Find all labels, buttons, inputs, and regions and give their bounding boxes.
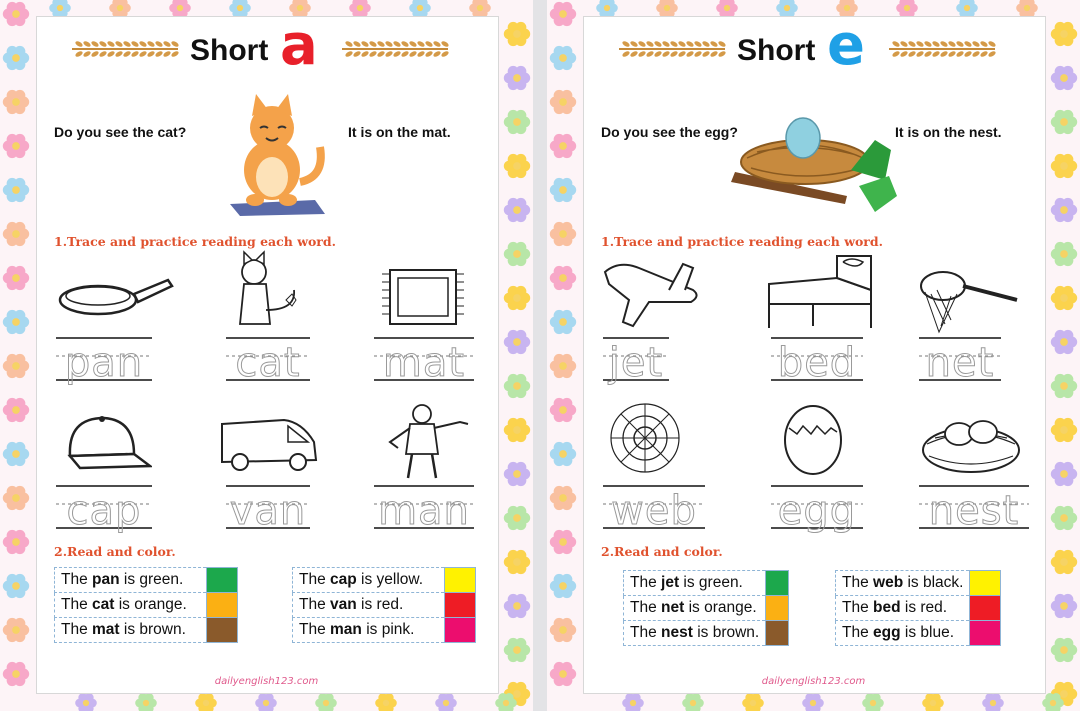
color-swatch[interactable] [207, 568, 238, 593]
sentence-prefix: The [842, 624, 874, 641]
color-sentence [836, 596, 970, 621]
sentence-prefix: The [842, 574, 874, 591]
van-icon [218, 414, 320, 472]
section-trace-title: 1.Trace and practice reading each word. [54, 234, 336, 249]
wheat-left-ornament [617, 38, 727, 60]
color-swatch[interactable] [766, 621, 789, 646]
cat-icon [226, 250, 306, 330]
sentence-prefix: The [299, 621, 331, 638]
color-sentence [836, 571, 970, 596]
color-sentence [55, 568, 207, 593]
color-row [624, 621, 789, 646]
bed-icon [763, 250, 875, 330]
sentence-prefix: The [842, 599, 874, 616]
color-row [293, 593, 476, 618]
wheat-right-ornament [887, 38, 997, 60]
target-word: jet [661, 574, 680, 591]
color-sentence [293, 568, 445, 593]
target-word: web [873, 574, 904, 591]
trace-word[interactable]: egg [777, 488, 857, 534]
sentence-suffix: is orange. [114, 596, 187, 613]
spider-web-icon [603, 400, 687, 476]
color-sentence [293, 618, 445, 643]
target-word: cat [92, 596, 115, 613]
target-word: bed [873, 599, 901, 616]
color-row [836, 571, 1001, 596]
answer-sentence: It is on the mat. [348, 124, 451, 140]
mat-icon [380, 264, 464, 330]
section-color-title: 2.Read and color. [601, 544, 723, 559]
trace-word[interactable]: nest [928, 488, 1020, 534]
color-row [836, 596, 1001, 621]
sentence-prefix: The [61, 596, 93, 613]
page-title-letter: a [280, 13, 318, 78]
frying-pan-icon [56, 274, 176, 324]
section-color-title: 2.Read and color. [54, 544, 176, 559]
sentence-suffix: is brown. [692, 624, 760, 641]
sentence-suffix: is green. [119, 571, 184, 588]
sentence-prefix: The [630, 599, 662, 616]
color-row [293, 568, 476, 593]
sentence-suffix: is red. [900, 599, 948, 616]
wheat-right-ornament [340, 38, 450, 60]
site-footer: dailyenglish123.com [214, 676, 319, 687]
color-row [624, 596, 789, 621]
trace-word[interactable]: mat [382, 340, 466, 386]
nest-icon [919, 404, 1023, 478]
color-sentence [55, 593, 207, 618]
color-table-left [54, 567, 238, 643]
page-title-word: Short [737, 34, 816, 67]
color-table-left [623, 570, 789, 646]
section-trace-title: 1.Trace and practice reading each word. [601, 234, 883, 249]
color-row [55, 568, 238, 593]
color-row [55, 593, 238, 618]
trace-word[interactable]: man [378, 488, 470, 534]
sentence-prefix: The [299, 571, 331, 588]
target-word: net [661, 599, 685, 616]
color-table-right [835, 570, 1001, 646]
color-swatch[interactable] [970, 596, 1001, 621]
color-sentence [55, 618, 207, 643]
egg-in-nest-icon [727, 112, 903, 224]
color-row [55, 618, 238, 643]
worksheet-short-a [0, 0, 533, 711]
target-word: pan [92, 571, 120, 588]
trace-word[interactable]: cap [66, 488, 142, 534]
question-sentence: Do you see the egg? [601, 124, 738, 140]
sentence-suffix: is red. [356, 596, 404, 613]
color-swatch[interactable] [445, 593, 476, 618]
sentence-prefix: The [630, 574, 662, 591]
target-word: van [330, 596, 357, 613]
color-sentence [624, 571, 766, 596]
wheat-left-ornament [70, 38, 180, 60]
sentence-suffix: is pink. [361, 621, 415, 638]
trace-word[interactable]: jet [608, 340, 664, 386]
cap-icon [60, 412, 152, 472]
question-sentence: Do you see the cat? [54, 124, 187, 140]
color-swatch[interactable] [207, 618, 238, 643]
target-word: nest [661, 624, 693, 641]
sentence-suffix: is orange. [684, 599, 757, 616]
page-title-word: Short [190, 34, 269, 67]
color-swatch[interactable] [207, 593, 238, 618]
sentence-prefix: The [630, 624, 662, 641]
sentence-suffix: is black. [903, 574, 964, 591]
color-table-right [292, 567, 476, 643]
sentence-suffix: is brown. [119, 621, 186, 638]
sentence-prefix: The [299, 596, 331, 613]
color-swatch[interactable] [970, 621, 1001, 646]
color-sentence [293, 593, 445, 618]
sentence-suffix: is blue. [900, 624, 954, 641]
site-footer: dailyenglish123.com [761, 676, 866, 687]
target-word: cap [330, 571, 357, 588]
trace-word[interactable]: cat [235, 340, 301, 386]
sentence-prefix: The [61, 571, 93, 588]
net-icon [917, 264, 1021, 336]
target-word: man [330, 621, 362, 638]
sentence-suffix: is yellow. [356, 571, 424, 588]
color-sentence [624, 596, 766, 621]
color-row [624, 571, 789, 596]
color-row [293, 618, 476, 643]
sentence-prefix: The [61, 621, 93, 638]
worksheet-short-e [547, 0, 1080, 711]
color-swatch[interactable] [766, 571, 789, 596]
color-swatch[interactable] [766, 596, 789, 621]
trace-word[interactable]: bed [777, 340, 857, 386]
color-swatch[interactable] [970, 571, 1001, 596]
jet-icon [599, 256, 703, 336]
man-icon [382, 402, 474, 480]
color-sentence [836, 621, 970, 646]
sentence-suffix: is green. [679, 574, 743, 591]
target-word: mat [92, 621, 120, 638]
color-sentence [624, 621, 766, 646]
cat-on-mat-icon [200, 92, 330, 218]
trace-word[interactable]: web [611, 488, 697, 534]
color-swatch[interactable] [445, 618, 476, 643]
trace-word[interactable]: van [229, 488, 307, 534]
color-row [836, 621, 1001, 646]
color-swatch[interactable] [445, 568, 476, 593]
trace-word[interactable]: pan [64, 340, 144, 386]
trace-word[interactable]: net [925, 340, 995, 386]
page-title-letter: e [827, 13, 865, 78]
egg-icon [781, 398, 845, 476]
target-word: egg [873, 624, 901, 641]
answer-sentence: It is on the nest. [895, 124, 1002, 140]
